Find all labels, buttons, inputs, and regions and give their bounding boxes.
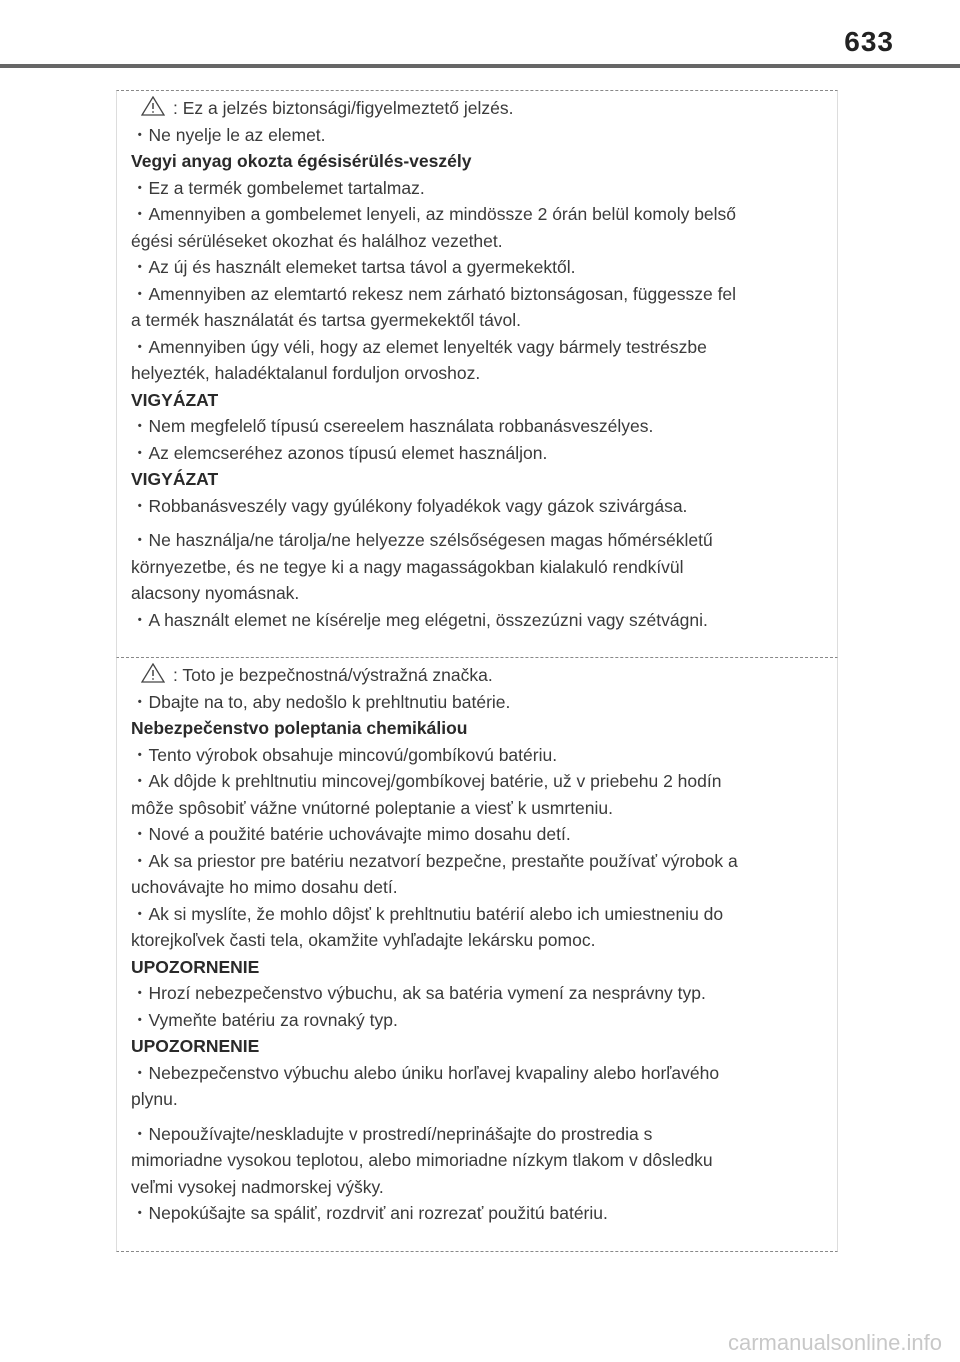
text-line: ・Nepoužívajte/neskladujte v prostredí/neprinášajte do prostredia s [131, 1123, 653, 1144]
slovak-text-lines [131, 689, 837, 1227]
text-line: ・Amennyiben a gombelemet lenyeli, az mindössze 2 órán belül komoly belső [131, 204, 737, 224]
section-heading: UPOZORNENIE [131, 956, 260, 977]
text-line: môže spôsobiť vážne vnútorné poleptanie a viesť k usmrteniu. [131, 797, 614, 818]
text-line: ・Nepokúšajte sa spáliť, rozdrviť ani rozrezať použitú batériu. [131, 1203, 608, 1223]
text-line: ・Robbanásveszély vagy gyúlékony folyadékok vagy gázok szivárgása. [131, 495, 688, 516]
text-line: ・Ak sa priestor pre batériu nezatvorí bezpečne, prestaňte používať výrobok a [131, 850, 738, 871]
text-line: ・Nem megfelelő típusú csereelem használata robbanásveszélyes. [131, 416, 654, 436]
text-line: ・A használt elemet ne kísérelje meg elégetni, összezúzni vagy szétvágni. [131, 609, 708, 630]
text-line: veľmi vysokej nadmorskej výšky. [131, 1176, 384, 1197]
text-line: ・Vymeňte batériu za rovnaký typ. [131, 1009, 398, 1030]
warning-symbol-line [131, 95, 837, 122]
slovak-warning-box [116, 658, 838, 1252]
text-line: ktorejkoľvek časti tela, okamžite vyhľadajte lekársku pomoc. [131, 930, 596, 950]
section-heading: Vegyi anyag okozta égésisérülés-veszély [131, 151, 472, 171]
warning-triangle-icon [141, 96, 165, 116]
section-heading: UPOZORNENIE [131, 1036, 260, 1056]
paragraph-gap [131, 1113, 837, 1121]
hungarian-warning-box [116, 90, 838, 658]
header-rule [0, 64, 960, 68]
paragraph-gap [131, 519, 837, 527]
text-line: a termék használatát és tartsa gyermekektől távol. [131, 310, 522, 330]
text-line: mimoriadne vysokou teplotou, alebo mimoriadne nízkym tlakom v dôsledku [131, 1150, 713, 1170]
section-heading: Nebezpečenstvo poleptania chemikáliou [131, 718, 468, 738]
text-line: ・Ez a termék gombelemet tartalmaz. [131, 177, 425, 198]
warning-symbol-line [131, 662, 837, 689]
warning-symbol-text: : Ez a jelzés biztonsági/figyelmeztető jelzés. [173, 98, 514, 118]
text-line: ・Amennyiben az elemtartó rekesz nem zárható biztonságosan, függessze fel [131, 283, 737, 304]
page-number: 633 [844, 26, 894, 57]
text-line: uchovávajte ho mimo dosahu detí. [131, 877, 398, 897]
text-line: ・Nebezpečenstvo výbuchu alebo úniku horľavej kvapaliny alebo horľavého [131, 1062, 720, 1083]
text-line: ・Nové a použité batérie uchovávajte mimo dosahu detí. [131, 824, 571, 844]
section-heading: VIGYÁZAT [131, 389, 219, 410]
text-line: ・Amennyiben úgy véli, hogy az elemet lenyelték vagy bármely testrészbe [131, 336, 707, 357]
warning-triangle-icon [141, 663, 165, 683]
text-line: ・Hrozí nebezpečenstvo výbuchu, ak sa batéria vymení za nesprávny typ. [131, 983, 706, 1003]
text-line: ・Az új és használt elemeket tartsa távol a gyermekektől. [131, 257, 576, 277]
text-line: ・Ne használja/ne tárolja/ne helyezze szélsőségesen magas hőmérsékletű [131, 530, 713, 550]
text-line: ・Az elemcseréhez azonos típusú elemet használjon. [131, 442, 548, 463]
text-line: környezetbe, és ne tegye ki a nagy magasságokban kialakuló rendkívül [131, 556, 684, 577]
section-heading: VIGYÁZAT [131, 469, 219, 489]
text-line: plynu. [131, 1089, 178, 1109]
text-line: helyezték, haladéktalanul forduljon orvoshoz. [131, 363, 481, 383]
text-line: ・Ak dôjde k prehltnutiu mincovej/gombíkovej batérie, už v priebehu 2 hodín [131, 771, 722, 791]
text-line: ・Ne nyelje le az elemet. [131, 124, 326, 145]
warning-symbol-text: : Toto je bezpečnostná/výstražná značka. [173, 665, 493, 685]
text-line: ・Tento výrobok obsahuje mincovú/gombíkovú batériu. [131, 744, 558, 765]
text-line: ・Ak si myslíte, že mohlo dôjsť k prehltnutiu batérií alebo ich umiestneniu do [131, 903, 724, 924]
text-line: alacsony nyomásnak. [131, 583, 300, 603]
watermark: carmanualsonline.info [727, 1330, 942, 1355]
text-line: égési sérüléseket okozhat és halálhoz vezethet. [131, 230, 503, 251]
hungarian-text-lines [131, 122, 837, 634]
text-line: ・Dbajte na to, aby nedošlo k prehltnutiu batérie. [131, 691, 511, 712]
